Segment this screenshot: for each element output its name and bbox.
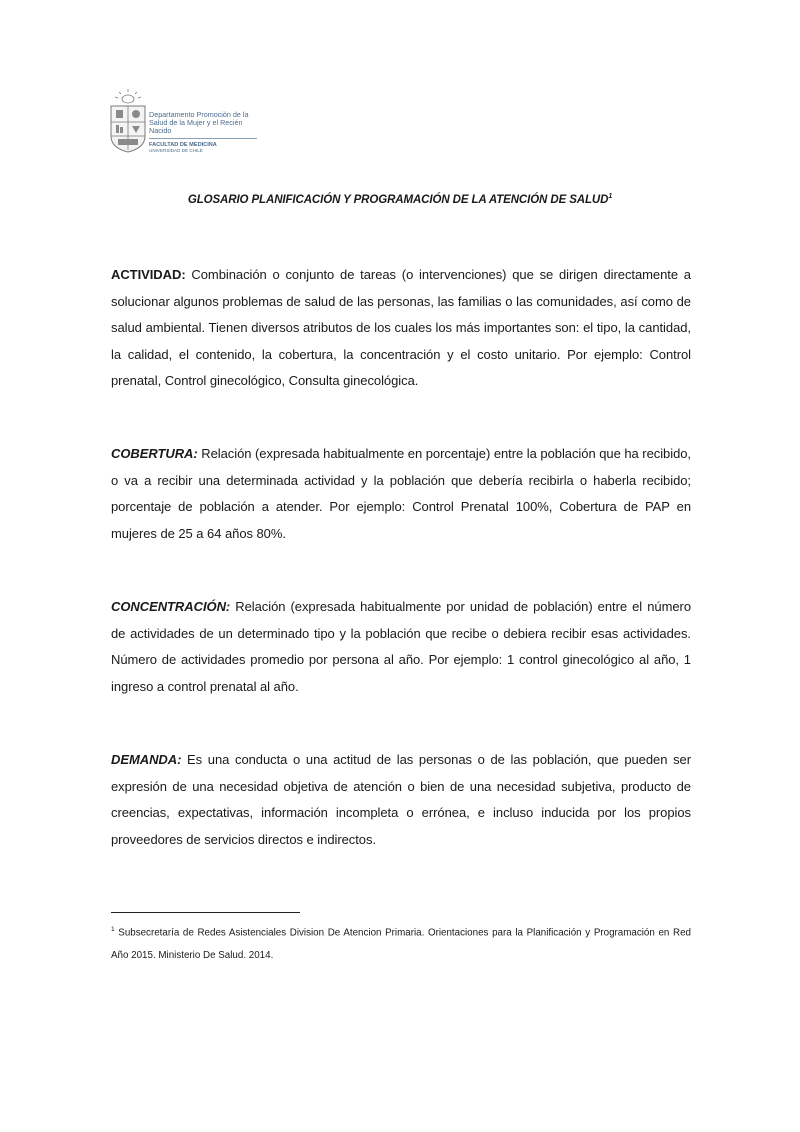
title-footnote-marker: 1 [608,193,613,200]
glossary-term: COBERTURA: [111,446,198,461]
glossary-definition: Relación (expresada habitualmente por unidad de población) entre el número de actividades de un determinado tipo y la población que recibe o debiera recibir esas actividades. Número de actividades promedio por persona al año. Por ejemplo: 1 control ginecológico al año, 1 ingreso a control prenatal al año. [111,599,691,694]
footnote-text: Subsecretaría de Redes Asistenciales Division De Atencion Primaria. Orientaciones para la Planificación y Programación en Red Año 2015. Ministerio De Salud. 2014. [111,927,691,962]
glossary-entry-cobertura [111,441,691,547]
glossary-definition: Relación (expresada habitualmente en porcentaje) entre la población que ha recibido, o va a recibir una determinada actividad y la población que debería recibirla o haberla recibido; porcentaje de población a atender. Por ejemplo: Control Prenatal 100%, Cobertura de PAP en mujeres de 25 a 64 años 80%. [111,446,691,541]
footnote-separator [111,912,300,913]
footnote-marker: 1 [111,926,115,933]
glossary-entry-concentracion [111,594,691,700]
department-name-line1: Departamento Promoción de la [149,110,249,119]
glossary-term: CONCENTRACIÓN: [111,599,231,614]
glossary-entry-actividad [111,262,691,395]
document-title [0,193,800,206]
university-logo [108,86,308,156]
crest-icon [108,86,148,156]
glossary-term: ACTIVIDAD: [111,267,186,282]
logo-divider [149,138,257,139]
glossary-definition: Es una conducta o una actitud de las personas o de las población, que pueden ser expresión de una necesidad objetiva de atención o bien de una necesidad subjetiva, producto de creencias, expectativas, información incompleta o errónea, e incluso inducida por los propios proveedores de servicios directos e indirectos. [111,752,691,847]
department-name-line2: Salud de la Mujer y el Recién Nacido [149,118,243,135]
glossary-definition: Combinación o conjunto de tareas (o intervenciones) que se dirigen directamente a solucionar algunos problemas de salud de las personas, las familias o las comunidades, así como de salud ambiental. Tienen diversos atributos de los cuales los más importantes son: el tipo, la cantidad, la calidad, el contenido, la cobertura, la concentración y el costo unitario. Por ejemplo: Control prenatal, Control ginecológico, Consulta ginecológica. [111,267,691,388]
title-text: GLOSARIO PLANIFICACIÓN Y PROGRAMACIÓN DE LA ATENCIÓN DE SALUD [187,193,609,206]
footnote [111,918,691,967]
glossary-entry-demanda [111,747,691,853]
glossary-term: DEMANDA: [111,752,182,767]
faculty-name: FACULTAD DE MEDICINA [149,142,217,148]
university-name: UNIVERSIDAD DE CHILE [149,148,203,153]
